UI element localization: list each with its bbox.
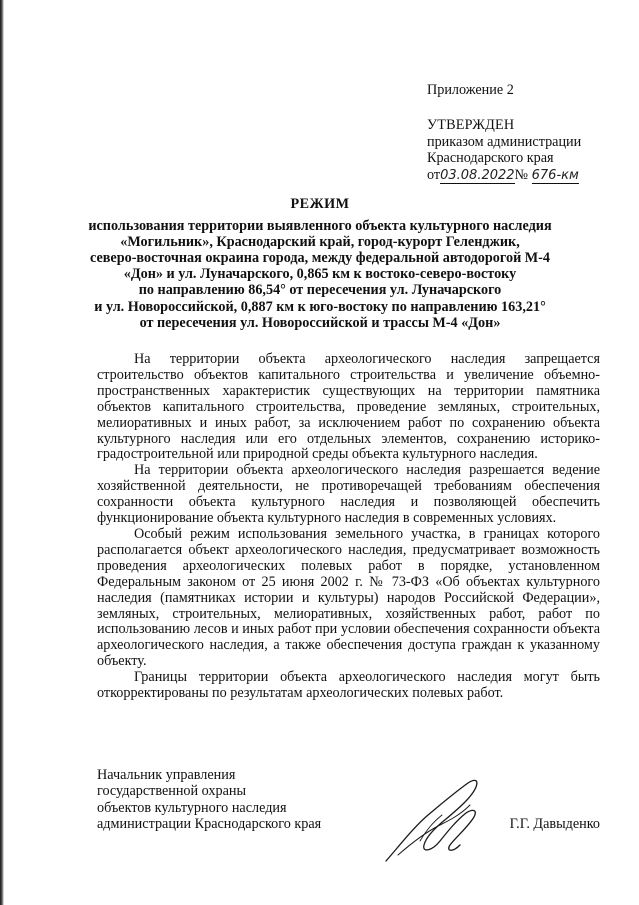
approval-block <box>427 82 632 184</box>
order-date: 03.08.2022 <box>440 167 515 183</box>
body-paragraph: На территории объекта археологического наследия разрешается ведение хозяйственной деятельности, не противоречащей требованиям обеспечения сохранности объекта культурного наследия и позволяющей обеспечить функционирование объекта культурного наследия в современных условиях. <box>97 462 600 527</box>
signatory-name: Г.Г. Давыденко <box>509 816 600 832</box>
document-body <box>97 352 600 702</box>
title-line: северо-восточная окраина города, между федеральной автодорогой М-4 <box>89 250 551 267</box>
document-title <box>60 196 580 331</box>
signatory-line: государственной охраны <box>97 783 247 800</box>
title-line: по направлению 86,54° от пересечения ул. Луначарского <box>138 282 502 299</box>
signatory-line: объектов культурного наследия <box>97 799 287 816</box>
signatory-title <box>97 767 377 833</box>
order-line-2: Краснодарского края <box>427 150 554 167</box>
order-number: 676-км <box>531 167 579 183</box>
signatory-line: администрации Краснодарского края <box>97 816 322 833</box>
title-line: использования территории выявленного объекта культурного наследия <box>88 218 552 235</box>
body-paragraph: Границы территории объекта археологического наследия могут быть откорректированы по результатам археологических полевых работ. <box>97 669 600 702</box>
scan-edge <box>0 0 4 905</box>
order-date-line <box>427 167 632 184</box>
title-line: «Могильник», Краснодарский край, город-курорт Геленджик, <box>120 234 520 251</box>
handwritten-signature <box>380 775 490 867</box>
signature-block <box>97 767 600 833</box>
order-number-sign: № <box>514 166 529 183</box>
title-line: и ул. Новороссийской, 0,887 км к юго-востоку по направлению 163,21° <box>94 298 546 315</box>
signatory-line: Начальник управления <box>97 767 236 783</box>
title-heading: РЕЖИМ <box>290 196 350 212</box>
body-paragraph: Особый режим использования земельного участка, в границах которого располагается объект археологического наследия, предусматривает возможность проведения археологических полевых работ в порядке, установленном Федеральным законом от 25 июня 2002 г. № 73-ФЗ «Об объектах культурного наследия (памятниках истории и культуры) народов Российской Федерации», земляных, строительных, мелиоративных, хозяйственных работ, работ по использованию лесов и иных работ при условии обеспечения сохранности объекта археологического наследия, а также обеспечения доступа граждан к указанному объекту. <box>97 525 600 670</box>
body-paragraph: На территории объекта археологического наследия запрещается строительство объектов капитального строительства и увеличение объемно-пространственных характеристик существующих на территории памятника объектов капитального строительства, проведение земляных, строительных, мелиоративных и иных работ, за исключением работ по сохранению объекта культурного наследия или его отдельных элементов, сохранению историко-градостроительной или природной среды объекта культурного наследия. <box>97 351 600 463</box>
title-line: «Дон» и ул. Луначарского, 0,865 км к востоко-северо-востоку <box>123 266 517 283</box>
annex-label: Приложение 2 <box>427 82 514 98</box>
title-line: от пересечения ул. Новороссийской и трассы М-4 «Дон» <box>139 314 501 331</box>
order-prefix: от <box>427 166 441 183</box>
order-line-1: приказом администрации <box>427 133 582 150</box>
approved-label: УТВЕРЖДЕН <box>427 117 515 134</box>
